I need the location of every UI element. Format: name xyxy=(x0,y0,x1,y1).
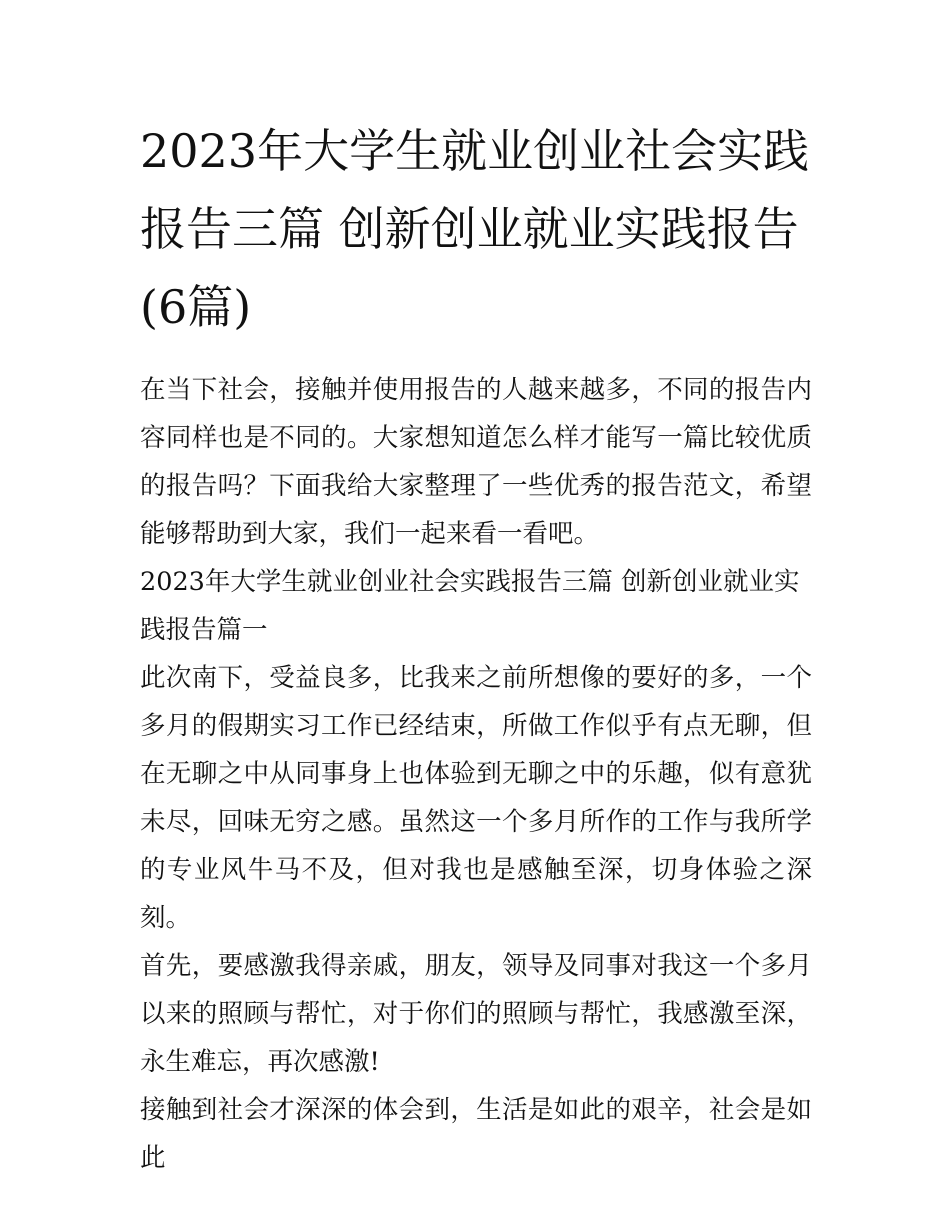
document-title: 2023年大学生就业创业社会实践报告三篇 创新创业就业实践报告(6篇) xyxy=(140,124,810,334)
section-heading: 2023年大学生就业创业社会实践报告三篇 创新创业就业实践报告篇一 xyxy=(140,567,800,645)
body-paragraph-3: 接触到社会才深深的体会到，生活是如此的艰辛，社会是如此 xyxy=(140,1095,812,1173)
document-content xyxy=(140,112,812,1182)
intro-paragraph: 在当下社会，接触并使用报告的人越来越多，不同的报告内容同样也是不同的。大家想知道怎么样才能写一篇比较优质的报告吗？下面我给大家整理了一些优秀的报告范文，希望能够帮助到大家，我们一起来看一看吧。 xyxy=(140,375,812,549)
document-body xyxy=(140,366,812,1182)
body-paragraph-2: 首先，要感激我得亲戚，朋友，领导及同事对我这一个多月以来的照顾与帮忙，对于你们的照顾与帮忙，我感激至深，永生难忘，再次感激! xyxy=(140,951,812,1077)
body-paragraph-1: 此次南下，受益良多，比我来之前所想像的要好的多，一个多月的假期实习工作已经结束，所做工作似乎有点无聊，但在无聊之中从同事身上也体验到无聊之中的乐趣，似有意犹未尽，回味无穷之感。虽然这一个多月所作的工作与我所学的专业风牛马不及，但对我也是感触至深，切身体验之深刻。 xyxy=(140,663,812,933)
